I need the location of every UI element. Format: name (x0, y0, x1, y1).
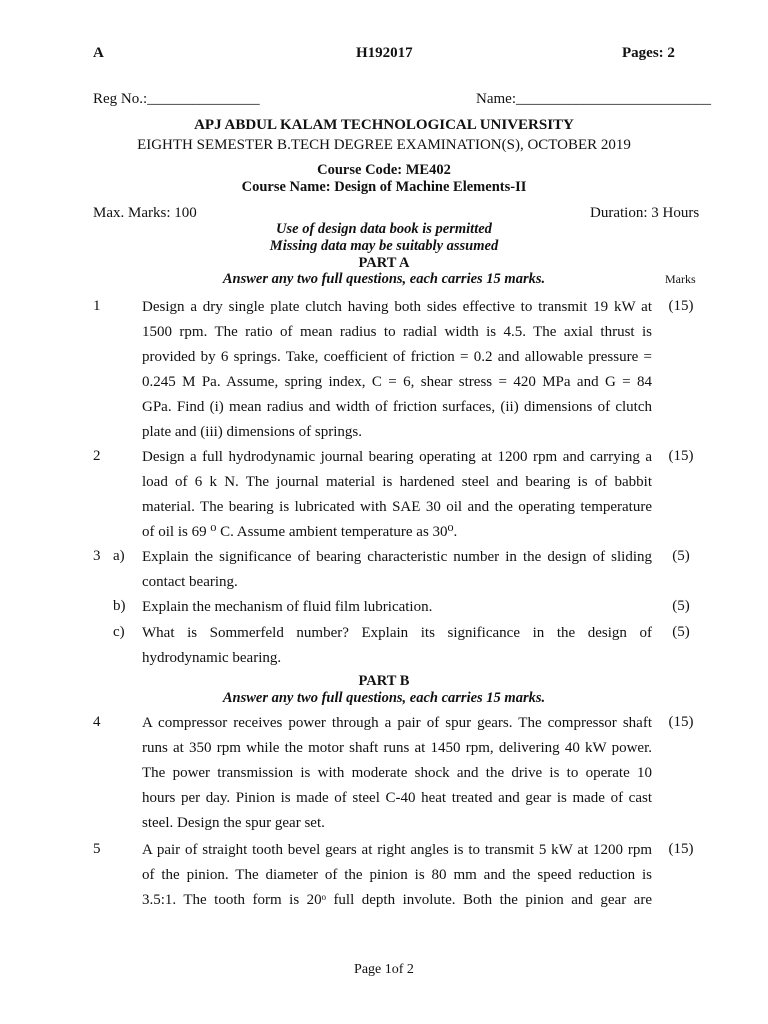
question-text (142, 714, 652, 839)
question-line: Design a full hydrodynamic journal bearing operating at 1200 rpm and carrying a (142, 449, 652, 465)
marks-header: Marks (665, 272, 696, 286)
duration: Duration: 3 Hours (590, 205, 700, 221)
question-line: load of 6 k N. The journal material is hardened steel and bearing is of babbit (142, 474, 652, 490)
question-text (142, 624, 652, 674)
question-number: 3 (93, 548, 101, 564)
reg-no-field: Reg No.:_______________ (93, 91, 260, 107)
question-line: What is Sommerfeld number? Explain its significance in the design of (142, 625, 652, 641)
question-number: 2 (93, 448, 101, 464)
question-marks: (5) (672, 624, 690, 640)
part-b-instruction: Answer any two full questions, each carries 15 marks. (222, 690, 546, 706)
question-line: 3.5:1. The tooth form is 20ᵒ full depth involute. Both the pinion and gear are (142, 892, 652, 908)
university-name: APJ ABDUL KALAM TECHNOLOGICAL UNIVERSITY (194, 117, 574, 133)
question-number: 4 (93, 714, 101, 730)
page-count: Pages: 2 (622, 45, 675, 61)
question-line: 0.245 M Pa. Assume, spring index, C = 6, shear stress = 420 MPa and G = 84 (142, 374, 652, 390)
question-line: The power transmission is with moderate shock and the drive is to operate 10 (142, 765, 652, 781)
paper-code: H192017 (356, 45, 413, 61)
part-b-title: PART B (358, 673, 410, 689)
course-code: Course Code: ME402 (317, 162, 451, 178)
question-line: Design a dry single plate clutch having both sides effective to transmit 19 kW at (142, 299, 652, 315)
subquestion-label: a) (113, 548, 125, 564)
question-marks: (15) (668, 714, 694, 730)
course-name: Course Name: Design of Machine Elements-II (241, 179, 527, 195)
question-line: runs at 350 rpm while the motor shaft runs at 1450 rpm, delivering 40 kW power. (142, 740, 652, 756)
question-marks: (15) (668, 841, 694, 857)
question-line: A compressor receives power through a pair of spur gears. The compressor shaft (142, 715, 652, 731)
part-a-instruction: Answer any two full questions, each carries 15 marks. (222, 271, 546, 287)
question-number: 5 (93, 841, 101, 857)
question-line: hydrodynamic bearing. (142, 650, 282, 666)
question-line: provided by 6 springs. Take, coefficient of friction = 0.2 and allowable pressure = (142, 349, 652, 365)
subquestion-label: b) (113, 598, 126, 614)
part-a-title: PART A (358, 255, 410, 271)
question-marks: (5) (672, 598, 690, 614)
question-line: hours per day. Pinion is made of steel C-40 heat treated and gear is made of cast (142, 790, 652, 806)
question-line: Explain the mechanism of fluid film lubrication. (142, 599, 433, 615)
question-number: 1 (93, 298, 101, 314)
question-line: A pair of straight tooth bevel gears at right angles is to transmit 5 kW at 1200 rpm (142, 842, 652, 858)
question-line: material. The bearing is lubricated with SAE 30 oil and the operating temperature (142, 499, 652, 515)
question-line: of the pinion. The diameter of the pinion is 80 mm and the speed reduction is (142, 867, 652, 883)
question-line: Explain the significance of bearing characteristic number in the design of sliding (142, 549, 652, 565)
note-missing-data: Missing data may be suitably assumed (269, 238, 499, 254)
subquestion-label: c) (113, 624, 125, 640)
question-line: plate and (iii) dimensions of springs. (142, 424, 362, 440)
max-marks: Max. Marks: 100 (93, 205, 197, 221)
exam-title: EIGHTH SEMESTER B.TECH DEGREE EXAMINATION(S), OCTOBER 2019 (137, 137, 631, 153)
question-line: of oil is 69 ⁰ C. Assume ambient temperature as 30⁰. (142, 524, 458, 540)
question-line: steel. Design the spur gear set. (142, 815, 325, 831)
question-text (142, 448, 652, 548)
question-marks: (15) (668, 298, 694, 314)
question-text (142, 548, 652, 598)
note-data-book: Use of design data book is permitted (276, 221, 492, 237)
series-label: A (93, 45, 104, 61)
question-marks: (15) (668, 448, 694, 464)
question-line: 1500 rpm. The ratio of mean radius to radial width is 4.5. The axial thrust is (142, 324, 652, 340)
question-marks: (5) (672, 548, 690, 564)
question-text (142, 298, 652, 448)
question-text (142, 841, 652, 916)
question-line: GPa. Find (i) mean radius and width of friction surfaces, (ii) dimensions of clutch (142, 399, 652, 415)
question-line: contact bearing. (142, 574, 238, 590)
question-text (142, 598, 652, 623)
page-footer: Page 1of 2 (354, 962, 414, 977)
name-field: Name:__________________________ (476, 91, 711, 107)
